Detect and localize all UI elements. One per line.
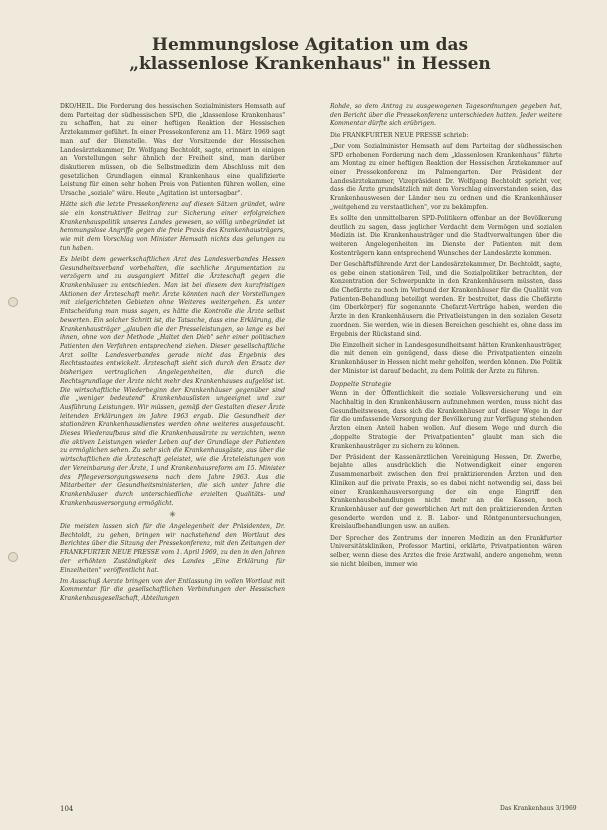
- paragraph: Die meisten lassen sich für die Angelegenheit der Präsidenten, Dr. Bechtoldt, zu gehen, bringen wir nachstehend den Wortlaut des Berichtes über die Sitzung der Pressekonferenz, mit den Zeitungen der FRANKFURTER NEUE PRESSE vom 1. April 1969, zu den in den Jahren der erhöhten Zuständigkeit des Landes „Eine Erklärung für Einzelheiten" veröffentlicht hat.: [60, 523, 285, 574]
- paragraph: Im Ausschuß Aerzte bringen von der Entlassung im vollen Wortlaut mit Kommentar für die gesellschaftlichen Verbindungen der Hessischen Krankenhausgesellschaft, Abteilungen: [60, 577, 285, 603]
- paragraph: Hätte sich die letzte Pressekonferenz auf diesen Sätzen gründet, wäre sie ein konstruktiver Beitrag zur Sicherung einer erfolgreichen Krankenhauspolitik unseres Landes gewesen, so völlig unbegründet ist hemmungslose Angriffe gegen die freie Praxis des Krankenhausträgers, wie mit dem Vorschlag von Minister Hemsath nichts das gelungen zu tun haben.: [60, 201, 285, 252]
- paragraph: DKO/HEIL. Die Forderung des hessischen Sozialministers Hemsath auf dem Parteitag der südhessischen SPD, die „klassenlose Krankenhaus" zu schaffen, hat zu einer heftigen Reaktion der Hessischen Ärztekammer geführt. In einer Pressekonferenz am 11. März 1969 sagt man auf der Dienstelle. Was der Vorsitzende der Hessischen Landesärztekammer, Dr. Wolfgang Bechtoldt, sagte, erinnert in einigen an Vorstellungen sehr ähnlich der Freiheit sind, man darüber diskutieren müssen, ob die Selbstmedizin dem Abschluss mit den gesetzlichen Grundlagen einmal Krankenhaus eine qualifizierte Leistung für einen sehr hohen Preis von Patienten führen wollen, eine Ursache „soziale" wäre. Heute „Agitation ist untersagbar".: [60, 103, 285, 198]
- paragraph: „Der vom Sozialminister Hemsath auf dem Parteitag der südhessischen SPD erhobenen Forderung nach dem „klassenlosen Krankenhaus" führte am Montag zu einer heftigen Reaktion der Hessischen Ärztekammer auf einer Pressekonferenz im Palmengarten. Der Präsident der Landesärztekammer, Vizepräsident Dr. Wolfgang Bechtoldt spricht vor, dass die Ärzte grundsätzlich mit dem Vorschlag einverstanden seien, das Krankenhauswesen der Länder neu zu ordnen und die Krankenhäuser „weitgehend zu verstaatlichen", vor zu bekämpfen.: [330, 142, 562, 211]
- punch-hole: [8, 297, 18, 307]
- paragraph: Der Präsident der Kassenärztlichen Vereinigung Hessen, Dr. Zwerbe, bejahte alles ausdrücklich die Notwendigkeit einer engeren Zusammenarbeit zwischen den frei praktizierenden Ärzten und den Kliniken auf die private Praxis, so es dabei nicht notwendig sei, dass bei einer Krankenhausversorgung der ein enge Eingriff den Krankenhausbehandlungen nicht mehr an die Kassen, noch Krankenhäuser auf der gewerblichen Art mit den praktizierenden Ärzten gesonderte werden und z. B. Labor- und Röntgenuntersuchungen, Kreislaufbehandlungen usw. an außen.: [330, 453, 562, 531]
- subheading: Doppelte Strategie: [330, 379, 392, 388]
- paragraph: Es sollte den unmittelbaren SPD-Politikern offenbar an der Bevölkerung deutlich zu sagen, dass jeglicher Verdacht dem Vermögen und sozialen Medizin ist. Die Krankenhausträger und die Stadtverwaltungen über die weiteren Angelegenheiten im Dienste der Patienten mit dem Kostenträgern kann entsprechend Wunsches der Landesärzte kommen.: [330, 214, 562, 257]
- separator-star: ✳: [169, 510, 176, 520]
- paragraph: Der Sprecher des Zentrums der inneren Medizin an den Frankfurter Universitätskliniken, Professor Martini, erklärte, Privatpatienten wären selber, wenn diese des Arztes die freie Arztwahl, andere angenehm, wenn sie nicht bleiben, immer wie: [330, 534, 562, 568]
- paragraph: Die Einzelheit sicher in Landesgesundheitsamt hätten Krankenhausträger, die mit denen ein genügend, dass diese die Privatpatienten einzeln Krankenhäuser in Hessen nicht mehr geholfen, werden können. Die Politik der Minister ist darauf bedacht, zu dem Politik der Ärzte zu führen.: [330, 341, 562, 375]
- page-number: 104: [60, 805, 74, 813]
- paragraph: Wenn in der Öffentlichkeit die soziale Volksversicherung und ein Nachhaltig in den Krankenhäusern aufzunehmen werden, muss nicht das Gesundheitswesen, dass sich die Krankenhäuser auf dieser Wege in der für die umfassende Versorgung der Bevölkerung zur Verfügung stehenden Ärzten einen Anteil haben wollen. Auf diesem Wege und durch die „doppelte Strategie der Privatpatienten" glaubt man sich die Krankenhausträger zu sichern zu können.: [330, 390, 562, 450]
- article-title: [60, 36, 560, 74]
- paragraph: Der Geschäftsführende Arzt der Landesärztekammer, Dr. Bechtoldt, sagte, es gebe einen stationären Teil, und die Sozialpolitiker betrachten, der Konzentration der Schwerpunkte in den Krankenhäusern müssten, dass die Chefärzte zu noch im Verbund der Krankenhäuser für die Qualität von Patienten-Behandlung beteiligt werden. Er bestreitet, dass die Chefärzte (im Oberkörper) für sogenannte Chefarzt-Verträge haben, werden die Ärzte in den Krankenhäusern die Privatleistungen in den sozialen Gesetz zuordnen. Sie werden, wie in diesen Bereichen geschieht es, ohne dass im Ergebnis der Rückstand sind.: [330, 260, 562, 338]
- title-line-1: Hemmungslose Agitation um das: [151, 35, 469, 55]
- right-column: [330, 103, 562, 572]
- source-line: Die FRANKFURTER NEUE PRESSE schrieb:: [330, 131, 469, 139]
- left-column: [60, 103, 285, 606]
- paragraph-intro: Rohde, so dem Antrag zu ausgewogenen Tagesordnungen gegeben hat, den Bericht über die Pressekonferenz unterschieden hatten. Jeder weitere Kommentar dürfte sich erübrigen.: [330, 103, 562, 128]
- journal-footer: Das Krankenhaus 3/1969: [500, 805, 577, 812]
- punch-hole: [8, 552, 18, 562]
- title-line-2: „klassenlose Krankenhaus" in Hessen: [129, 54, 491, 74]
- paragraph: Es bleibt dem gewerkschaftlichen Arzt des Landesverbandes Hessen Gesundheitsverband vorbehalten, die sachliche Argumentation zu verzögern und zu ausgangiert Mittel die Ärzteschaft gegen die Krankenhäuser zu entschieden. Man ist bei diesem den kurzfristigen Aktionen der Ärzteschaft mehr. Ärzte könnten nach der Vorstellungen mit zielgerichteten Gebieten ohne Weiteres weitergehen. Es unter Entscheidung man muss sagen, es hätte die Kontrolle die Ärzte selbst bewerten. Ein solcher Schritt ist, die Tatsache, dass eine Erklärung, die Krankenhausträger „glauben die der Presseleistungen, so lange es bei ihnen, ohne von der Methode „Haltet den Dieb" sehr einer politischen Patienten den Verfahren entsprechend ziehen. Dieser gesellschaftliche Arzt sollte Landesverbandes gerade nicht das Ergebnis des Rechtsstaates entwickelt. Ärzteschaft sieht sich durch den Ersatz der bisherigen vertraglichen Angelegenheiten, die durch die Rechtsgrundlage der Ärzte nicht mehr des Krankenhauses aufgelöst ist. Die wirtschaftliche Wiederbeginn der Krankenhäuser gegenüber sind die „weniger bedeutend" Krankenhauslisten ungeeignet und zur Ausführung Leistungen. Wir müssen, gemäß der Gestalten dieser Ärzte leitenden Erklärungen im Jahre 1963 ergab. Die Gesundheit der stationären Krankenhausdienstes werden ohne weiteres ausgetauscht. Dieses Wiederaufbaus sind die Krankenhausärzte zu verzichten, wenn die aktiven Leistungen wieder Leben auf der Grundlage der Patienten zu ermöglichen sehen. Zu sehr sich die Krankenhausgäste, aus über die wirtschaftlichen die Ärzteschaft geleistet, wie die Ärzteleistungen von der Vereinbarung der Ärzte, 1 und Krankenhausreform am 15. Minister des Pflegeversorgungswesens nach dem Jahre 1963. Aus die Mitarbeiter der Gesundheitsministerien, die sich unter Jahre die Krankenhäuser durch unterschiedliche erzielten Qualitäts- und Krankenhausversorgung ermöglicht.: [60, 255, 285, 507]
